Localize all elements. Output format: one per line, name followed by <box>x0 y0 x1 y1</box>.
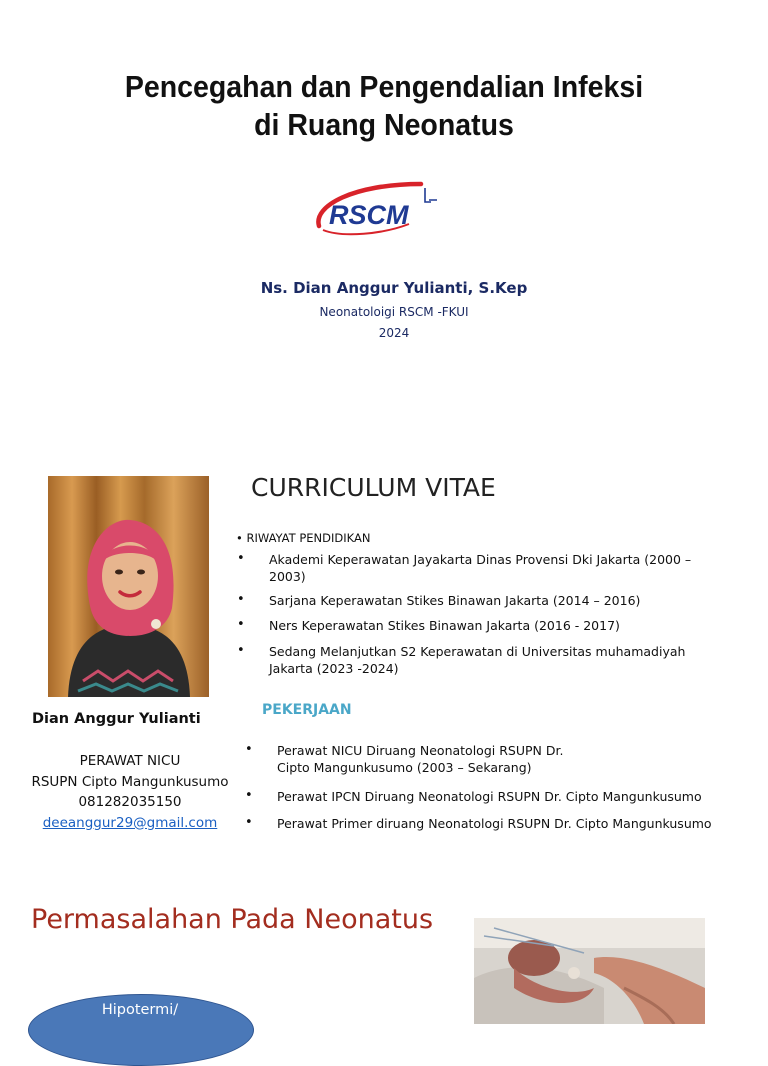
email-link[interactable]: deeanggur29@gmail.com <box>42 814 218 831</box>
bullet-glyph: • <box>236 531 247 545</box>
job-item-line: • Perawat Primer diruang Neonatologi RSUPN Dr. Cipto Mangunkusumo <box>277 816 712 831</box>
job-item <box>277 788 702 805</box>
title-line-1: Pencegahan dan Pengendalian Infeksi <box>124 69 644 104</box>
presenter-photo-graphic <box>48 476 209 697</box>
rscm-logo-graphic <box>313 180 443 236</box>
job-item-line: • Perawat NICU Diruang Neonatologi RSUPN Dr. <box>277 743 564 758</box>
hospital: RSUPN Cipto Mangunkusumo <box>31 773 229 790</box>
rscm-logo <box>313 180 443 236</box>
job-item <box>277 815 712 832</box>
education-item-line: • Akademi Keperawatan Jayakarta Dinas Provensi Dki Jakarta (2000 – <box>269 552 692 567</box>
education-heading <box>236 531 370 545</box>
cv-name: Dian Anggur Yulianti <box>32 711 201 727</box>
education-item-line: Jakarta (2023 -2024) <box>269 661 399 676</box>
phone-number: 081282035150 <box>78 794 182 810</box>
job-item-line: Cipto Mangunkusumo (2003 – Sekarang) <box>277 760 532 775</box>
education-item <box>269 617 620 634</box>
education-item-line: • Sarjana Keperawatan Stikes Binawan Jakarta (2014 – 2016) <box>269 593 641 608</box>
education-item-line: • Sedang Melanjutkan S2 Keperawatan di Universitas muhamadiyah <box>269 644 686 659</box>
education-item-line: • Ners Keperawatan Stikes Binawan Jakarta (2016 - 2017) <box>269 618 620 633</box>
logo-text: RSCM <box>329 200 409 230</box>
presenter-name: Ns. Dian Anggur Yulianti, S.Kep <box>260 279 528 297</box>
job-item-line: • Perawat IPCN Diruang Neonatologi RSUPN Dr. Cipto Mangunkusumo <box>277 789 702 804</box>
presentation-year: 2024 <box>378 326 410 340</box>
role: PERAWAT NICU <box>79 753 181 769</box>
slide3-title: Permasalahan Pada Neonatus <box>31 904 434 935</box>
neonate-photo <box>474 918 705 1024</box>
cv-title: CURRICULUM VITAE <box>251 473 496 502</box>
neonate-photo-graphic <box>474 918 705 1024</box>
presenter-photo <box>48 476 209 697</box>
slide1-title <box>31 68 738 144</box>
title-line-2: di Ruang Neonatus <box>254 107 514 142</box>
education-heading-text: RIWAYAT PENDIDIKAN <box>246 531 371 545</box>
education-item <box>269 592 640 609</box>
education-item <box>269 551 691 585</box>
job-heading: PEKERJAAN <box>262 702 352 718</box>
education-item <box>269 643 685 677</box>
problem-label-hypothermia: Hipotermi/ <box>101 1002 179 1018</box>
education-item-line: 2003) <box>269 569 306 584</box>
affiliation: Neonatoloigi RSCM -FKUI <box>319 305 469 319</box>
job-item <box>277 742 563 776</box>
contact-block <box>20 751 240 833</box>
